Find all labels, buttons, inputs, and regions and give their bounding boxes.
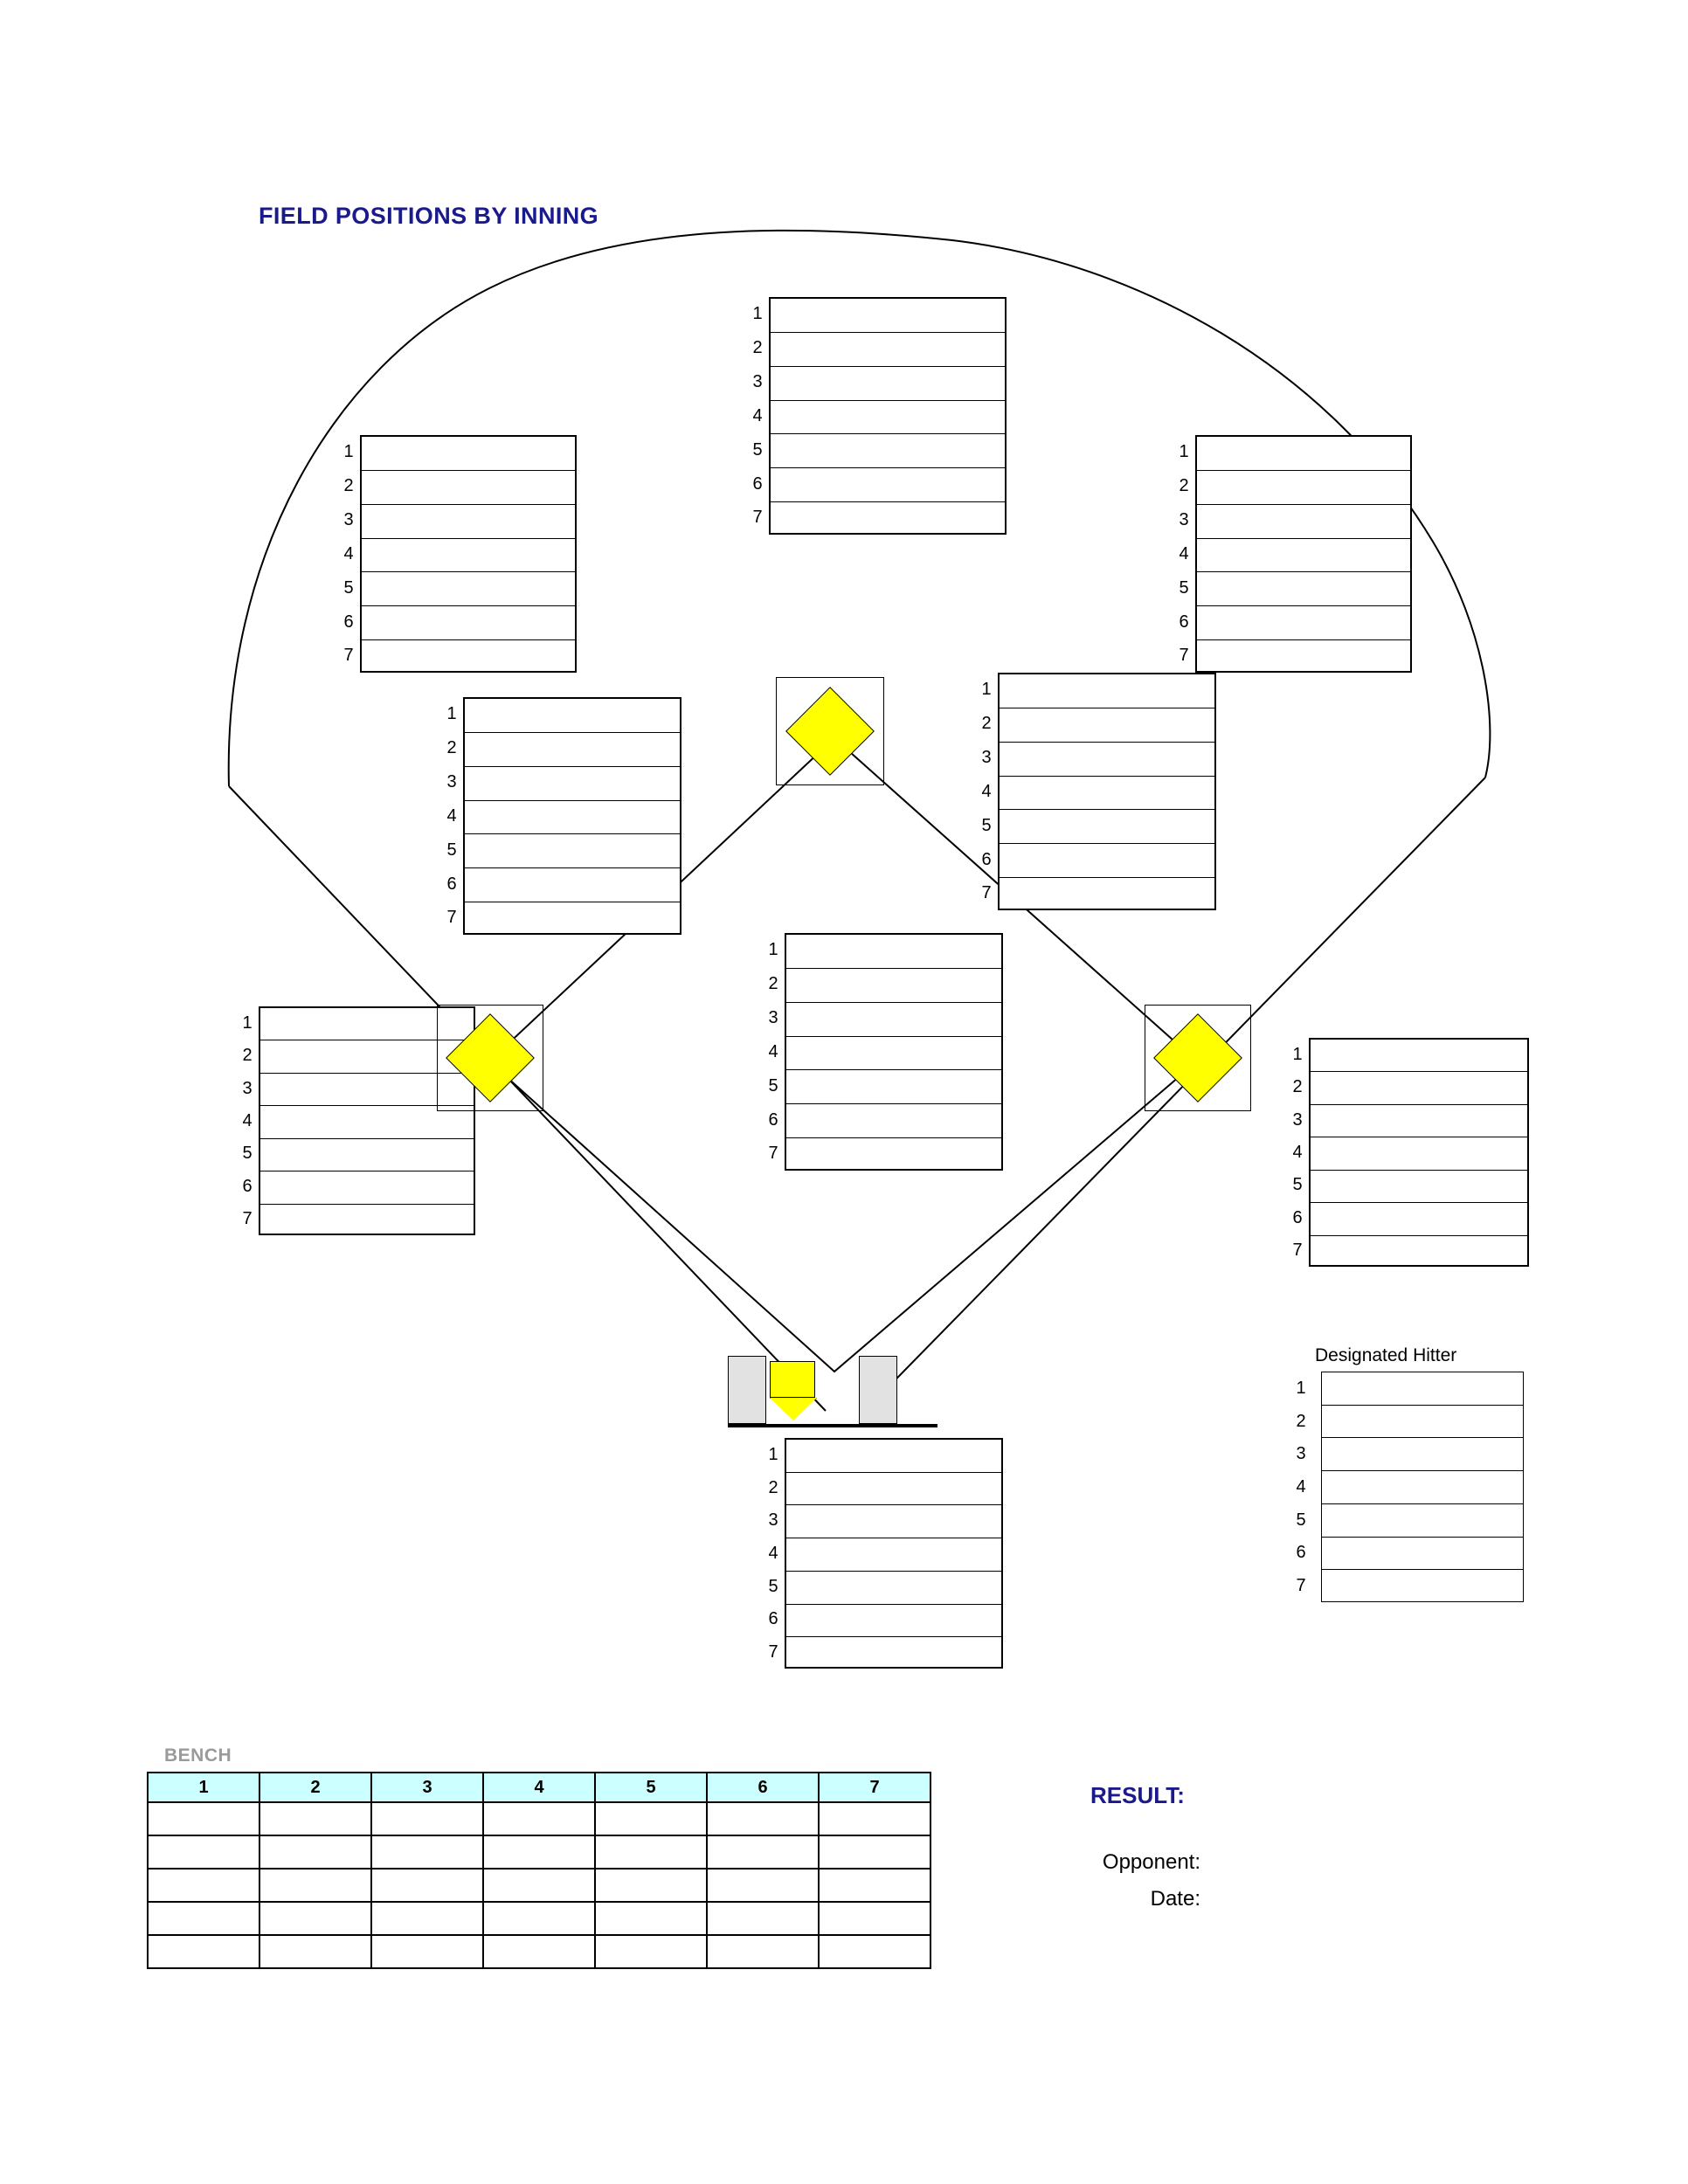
position-block-pitcher[interactable] <box>768 933 1003 1171</box>
bench-cell[interactable] <box>259 1869 371 1902</box>
position-rows-first-base[interactable] <box>1309 1038 1529 1267</box>
inning-cell[interactable] <box>1322 1372 1523 1406</box>
inning-cell[interactable] <box>1322 1538 1523 1571</box>
home-plate-baseline <box>728 1424 937 1427</box>
inning-cell[interactable] <box>362 505 575 539</box>
inning-cell[interactable] <box>786 1473 1001 1506</box>
inning-cell[interactable] <box>1000 810 1214 844</box>
inning-cell[interactable] <box>786 935 1001 969</box>
inning-cell[interactable] <box>1311 1137 1527 1170</box>
bench-cell[interactable] <box>483 1935 595 1968</box>
bench-cell[interactable] <box>595 1869 707 1902</box>
bench-cell[interactable] <box>819 1935 930 1968</box>
position-block-right-field[interactable] <box>1179 435 1412 673</box>
bench-cell[interactable] <box>707 1802 819 1835</box>
position-rows-second-base[interactable] <box>998 673 1216 910</box>
inning-cell[interactable] <box>1000 844 1214 878</box>
inning-cell[interactable] <box>1311 1203 1527 1235</box>
inning-cell[interactable] <box>1311 1171 1527 1203</box>
position-block-designated-hitter[interactable] <box>1296 1372 1524 1602</box>
position-rows-right-field[interactable] <box>1195 435 1412 673</box>
inning-cell[interactable] <box>771 333 1005 367</box>
inning-numbers-shortstop: 1 2 3 4 5 6 7 <box>446 704 457 928</box>
bench-col-header: 7 <box>819 1773 930 1802</box>
bench-cell[interactable] <box>707 1835 819 1869</box>
inning-cell[interactable] <box>1000 674 1214 708</box>
inning-cell[interactable] <box>1322 1471 1523 1504</box>
third-base-bag <box>437 1005 543 1111</box>
bench-col-header: 1 <box>148 1773 259 1802</box>
bench-cell[interactable] <box>483 1902 595 1935</box>
opponent-label: Opponent: <box>1102 1850 1200 1874</box>
bench-cell[interactable] <box>148 1935 259 1968</box>
inning-cell[interactable] <box>771 434 1005 468</box>
bench-cell[interactable] <box>148 1869 259 1902</box>
inning-cell[interactable] <box>1197 471 1410 505</box>
bench-cell[interactable] <box>259 1835 371 1869</box>
bench-col-header: 3 <box>371 1773 483 1802</box>
bench-cell[interactable] <box>595 1935 707 1968</box>
bench-cell[interactable] <box>371 1902 483 1935</box>
bench-cell[interactable] <box>371 1802 483 1835</box>
bench-cell[interactable] <box>259 1935 371 1968</box>
bench-cell[interactable] <box>819 1802 930 1835</box>
bench-cell[interactable] <box>595 1902 707 1935</box>
inning-cell[interactable] <box>771 299 1005 333</box>
inning-cell[interactable] <box>771 367 1005 401</box>
inning-cell[interactable] <box>1000 708 1214 743</box>
inning-cell[interactable] <box>786 1637 1001 1670</box>
designated-hitter-label: Designated Hitter <box>1315 1345 1457 1365</box>
inning-cell[interactable] <box>362 437 575 471</box>
inning-numbers-center-field: 1 2 3 4 5 6 7 <box>752 304 763 528</box>
inning-cell[interactable] <box>465 834 680 868</box>
inning-numbers-catcher: 1 2 3 4 5 6 7 <box>768 1444 778 1662</box>
bench-cell[interactable] <box>707 1902 819 1935</box>
inning-cell[interactable] <box>1197 606 1410 640</box>
inning-cell[interactable] <box>1197 539 1410 573</box>
inning-cell[interactable] <box>260 1171 474 1204</box>
position-rows-shortstop[interactable] <box>463 697 681 935</box>
home-plate-area <box>728 1356 937 1429</box>
position-rows-catcher[interactable] <box>785 1438 1003 1669</box>
inning-cell[interactable] <box>1311 1105 1527 1137</box>
inning-cell[interactable] <box>362 539 575 573</box>
position-rows-pitcher[interactable] <box>785 933 1003 1171</box>
inning-cell[interactable] <box>1000 878 1214 912</box>
bench-cell[interactable] <box>595 1802 707 1835</box>
inning-cell[interactable] <box>786 1505 1001 1538</box>
table-row[interactable] <box>148 1835 930 1869</box>
inning-cell[interactable] <box>1311 1072 1527 1104</box>
inning-cell[interactable] <box>1197 505 1410 539</box>
bench-cell[interactable] <box>483 1835 595 1869</box>
inning-cell[interactable] <box>260 1205 474 1237</box>
result-heading: RESULT: <box>1090 1782 1185 1808</box>
bench-label: BENCH <box>164 1745 232 1766</box>
bench-cell[interactable] <box>483 1869 595 1902</box>
position-rows-left-field[interactable] <box>360 435 577 673</box>
bench-header-row <box>148 1773 930 1802</box>
bench-table[interactable] <box>147 1772 931 1969</box>
bench-cell[interactable] <box>259 1902 371 1935</box>
inning-cell[interactable] <box>786 1572 1001 1605</box>
table-row[interactable] <box>148 1869 930 1902</box>
inning-cell[interactable] <box>786 1104 1001 1138</box>
bench-cell[interactable] <box>148 1802 259 1835</box>
inning-cell[interactable] <box>1000 777 1214 811</box>
inning-cell[interactable] <box>786 1440 1001 1473</box>
inning-numbers-right-field: 1 2 3 4 5 6 7 <box>1179 442 1189 666</box>
inning-cell[interactable] <box>1311 1040 1527 1072</box>
bench-col-header: 2 <box>259 1773 371 1802</box>
inning-cell[interactable] <box>465 767 680 801</box>
position-rows-center-field[interactable] <box>769 297 1007 535</box>
inning-numbers-left-field: 1 2 3 4 5 6 7 <box>343 442 354 666</box>
bench-cell[interactable] <box>483 1802 595 1835</box>
inning-numbers-designated-hitter: 1 2 3 4 5 6 7 <box>1296 1378 1306 1596</box>
home-plate-icon <box>770 1361 815 1398</box>
inning-cell[interactable] <box>362 606 575 640</box>
bench-cell[interactable] <box>819 1835 930 1869</box>
table-row[interactable] <box>148 1802 930 1835</box>
bench-cell[interactable] <box>819 1902 930 1935</box>
date-label: Date: <box>1150 1887 1200 1911</box>
inning-cell[interactable] <box>771 502 1005 536</box>
table-row[interactable] <box>148 1935 930 1968</box>
bench-col-header: 4 <box>483 1773 595 1802</box>
inning-cell[interactable] <box>786 1605 1001 1638</box>
inning-cell[interactable] <box>1322 1504 1523 1538</box>
position-block-first-base[interactable] <box>1292 1038 1529 1267</box>
bench-cell[interactable] <box>148 1902 259 1935</box>
position-block-catcher[interactable] <box>768 1438 1003 1669</box>
table-row[interactable] <box>148 1902 930 1935</box>
first-base-bag <box>1145 1005 1251 1111</box>
second-base-bag <box>776 677 884 785</box>
batters-box-left <box>728 1356 766 1424</box>
inning-cell[interactable] <box>465 902 680 936</box>
inning-cell[interactable] <box>362 471 575 505</box>
bench-cell[interactable] <box>595 1835 707 1869</box>
bench-cell[interactable] <box>707 1935 819 1968</box>
inning-cell[interactable] <box>465 801 680 835</box>
inning-cell[interactable] <box>1197 437 1410 471</box>
inning-cell[interactable] <box>1000 743 1214 777</box>
inning-cell[interactable] <box>362 640 575 674</box>
position-block-shortstop[interactable] <box>446 697 681 935</box>
inning-cell[interactable] <box>1197 572 1410 606</box>
bench-cell[interactable] <box>819 1869 930 1902</box>
bench-cell[interactable] <box>371 1835 483 1869</box>
bench-cell[interactable] <box>371 1869 483 1902</box>
bench-cell[interactable] <box>259 1802 371 1835</box>
inning-cell[interactable] <box>771 468 1005 502</box>
position-rows-designated-hitter[interactable] <box>1321 1372 1524 1602</box>
inning-numbers-third-base: 1 2 3 4 5 6 7 <box>242 1013 253 1229</box>
batters-box-right <box>859 1356 897 1424</box>
bench-col-header: 5 <box>595 1773 707 1802</box>
position-block-left-field[interactable] <box>343 435 577 673</box>
inning-cell[interactable] <box>1322 1406 1523 1439</box>
inning-cell[interactable] <box>362 572 575 606</box>
inning-cell[interactable] <box>1311 1236 1527 1268</box>
position-block-second-base[interactable] <box>981 673 1216 910</box>
inning-cell[interactable] <box>1322 1570 1523 1603</box>
inning-cell[interactable] <box>465 733 680 767</box>
inning-cell[interactable] <box>465 868 680 902</box>
inning-cell[interactable] <box>786 1538 1001 1572</box>
inning-cell[interactable] <box>1322 1438 1523 1471</box>
position-block-center-field[interactable] <box>752 297 1007 535</box>
page-title: FIELD POSITIONS BY INNING <box>259 203 599 229</box>
inning-cell[interactable] <box>786 1003 1001 1037</box>
bench-cell[interactable] <box>371 1935 483 1968</box>
inning-cell[interactable] <box>786 969 1001 1003</box>
inning-cell[interactable] <box>465 699 680 733</box>
inning-numbers-pitcher: 1 2 3 4 5 6 7 <box>768 940 778 1164</box>
bench-cell[interactable] <box>148 1835 259 1869</box>
inning-cell[interactable] <box>771 401 1005 435</box>
bench-cell[interactable] <box>707 1869 819 1902</box>
bench-col-header: 6 <box>707 1773 819 1802</box>
inning-cell[interactable] <box>786 1070 1001 1104</box>
inning-cell[interactable] <box>786 1037 1001 1071</box>
inning-cell[interactable] <box>786 1138 1001 1172</box>
inning-cell[interactable] <box>260 1139 474 1171</box>
inning-numbers-second-base: 1 2 3 4 5 6 7 <box>981 680 992 903</box>
inning-cell[interactable] <box>1197 640 1410 674</box>
inning-numbers-first-base: 1 2 3 4 5 6 7 <box>1292 1044 1303 1261</box>
